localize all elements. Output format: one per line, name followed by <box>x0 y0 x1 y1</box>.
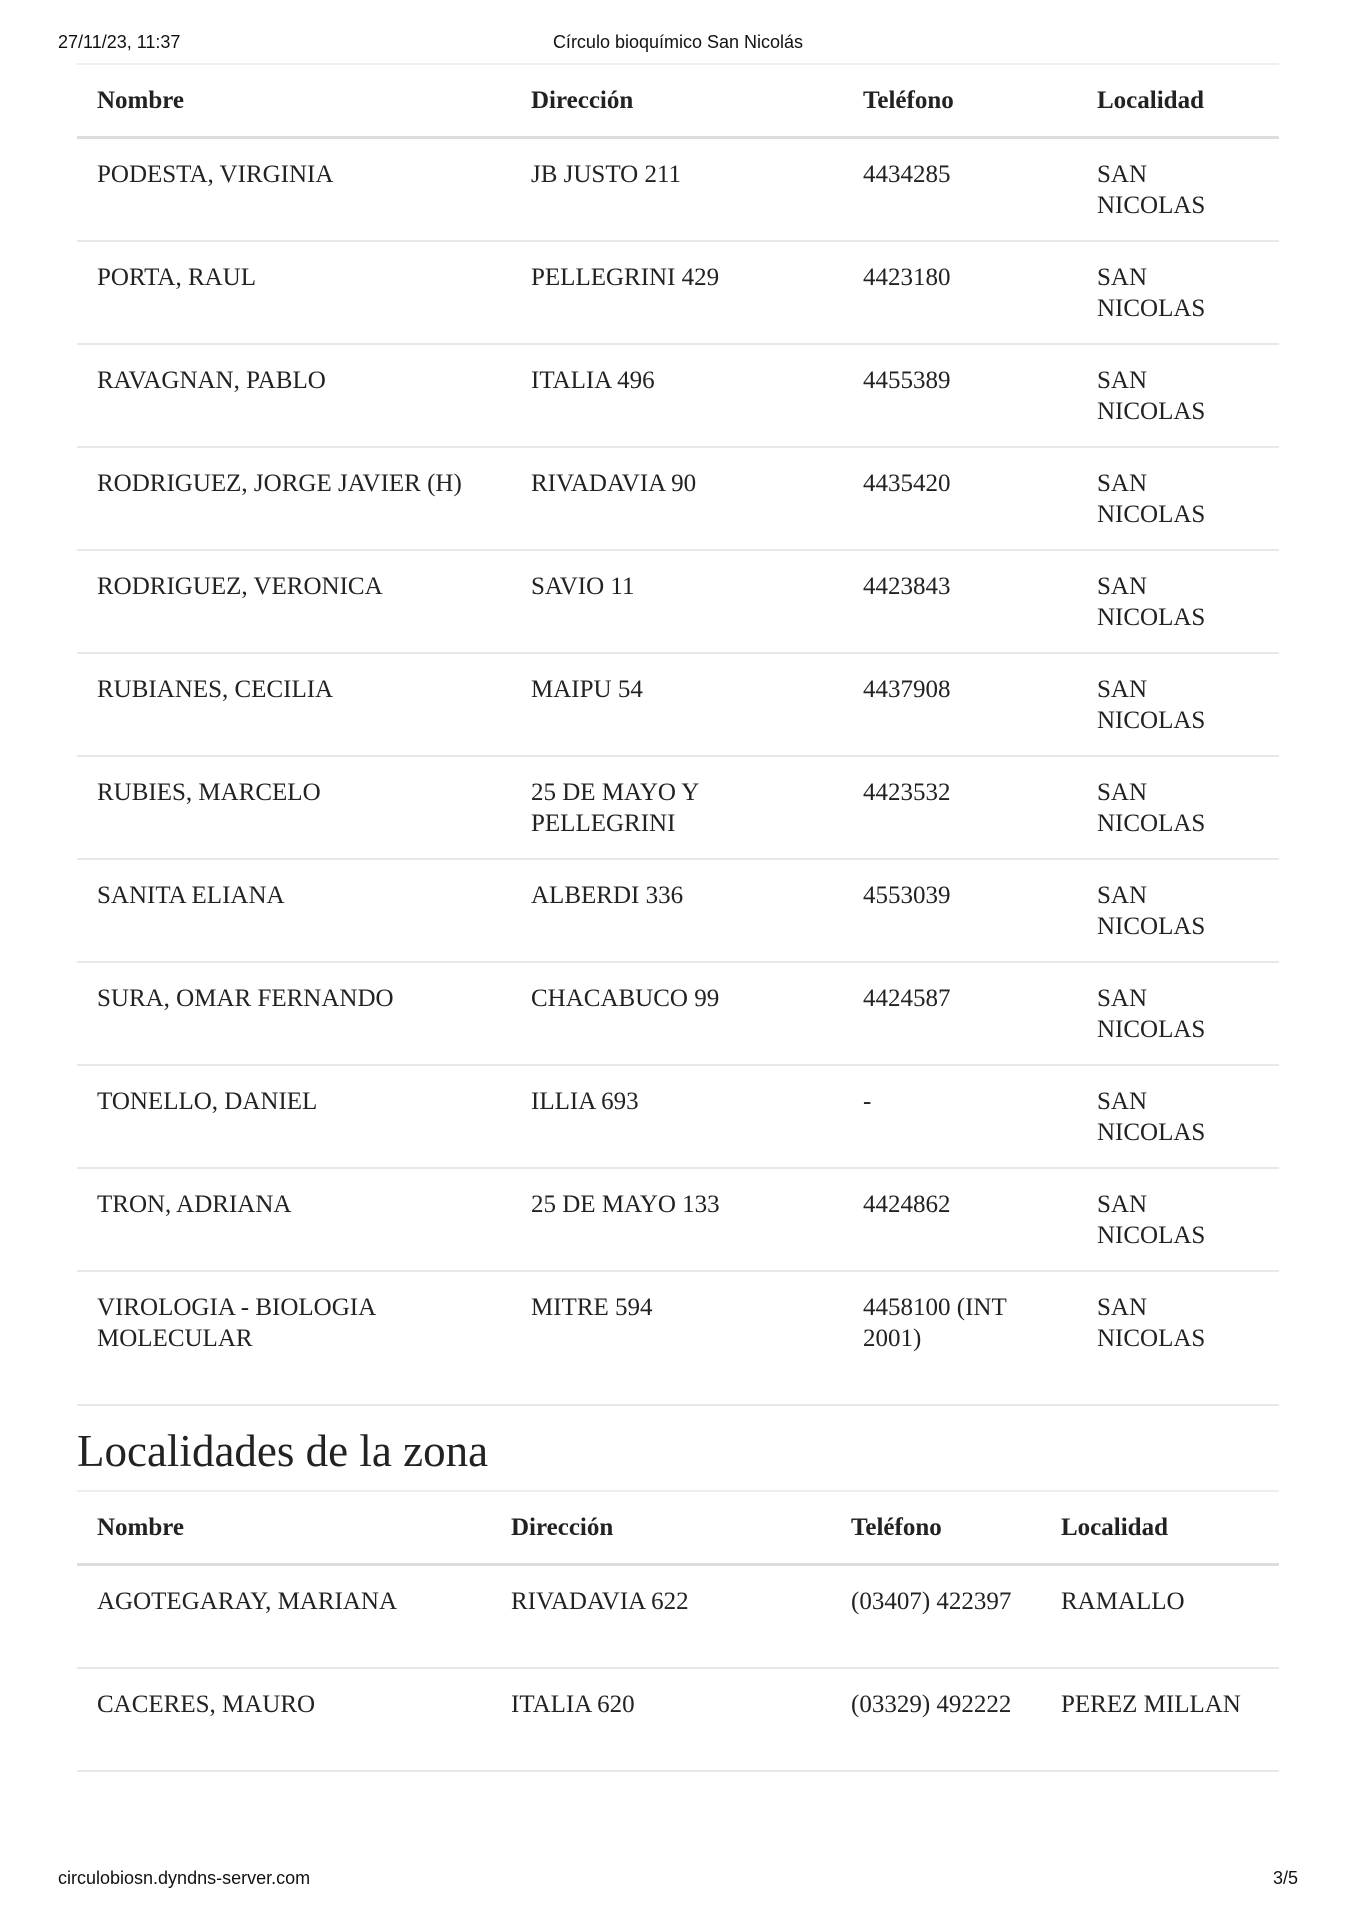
cell-nombre: SANITA ELIANA <box>77 859 511 962</box>
cell-localidad: SAN NICOLAS <box>1077 1065 1279 1168</box>
cell-localidad: SAN NICOLAS <box>1077 859 1279 962</box>
cell-direccion: ITALIA 620 <box>491 1668 831 1771</box>
cell-localidad: SAN NICOLAS <box>1077 1271 1279 1405</box>
cell-nombre: AGOTEGARAY, MARIANA <box>77 1565 491 1669</box>
print-url: circulobiosn.dyndns-server.com <box>58 1868 311 1888</box>
cell-direccion: RIVADAVIA 90 <box>511 447 843 550</box>
print-footer <box>58 1868 1298 1892</box>
cell-localidad: RAMALLO <box>1041 1565 1279 1669</box>
cell-telefono: 4434285 <box>843 138 1077 242</box>
cell-telefono: 4455389 <box>843 344 1077 447</box>
cell-localidad: SAN NICOLAS <box>1077 1168 1279 1271</box>
table-row <box>77 344 1279 447</box>
table-row <box>77 756 1279 859</box>
cell-telefono: 4423532 <box>843 756 1077 859</box>
section-heading-localidades: Localidades de la zona <box>77 1426 1279 1492</box>
table-row <box>77 1168 1279 1271</box>
cell-telefono: 4424587 <box>843 962 1077 1065</box>
cell-direccion: CHACABUCO 99 <box>511 962 843 1065</box>
cell-direccion: JB JUSTO 211 <box>511 138 843 242</box>
table-row <box>77 1565 1279 1669</box>
table-row <box>77 653 1279 756</box>
cell-telefono: 4458100 (INT 2001) <box>843 1271 1077 1405</box>
cell-nombre: VIROLOGIA - BIOLOGIA MOLECULAR <box>77 1271 511 1405</box>
cell-telefono: 4435420 <box>843 447 1077 550</box>
print-page-number: 3/5 <box>1272 1868 1298 1888</box>
table-row <box>77 447 1279 550</box>
cell-localidad: PEREZ MILLAN <box>1041 1668 1279 1771</box>
cell-direccion: SAVIO 11 <box>511 550 843 653</box>
cell-localidad: SAN NICOLAS <box>1077 550 1279 653</box>
zona-table <box>77 1492 1279 1772</box>
cell-nombre: RUBIANES, CECILIA <box>77 653 511 756</box>
cell-nombre: SURA, OMAR FERNANDO <box>77 962 511 1065</box>
print-datetime: 27/11/23, 11:37 <box>58 32 181 52</box>
cell-localidad: SAN NICOLAS <box>1077 756 1279 859</box>
directory-table-body <box>77 138 1279 1406</box>
cell-direccion: MITRE 594 <box>511 1271 843 1405</box>
column-header-telefono: Teléfono <box>831 1492 1041 1565</box>
cell-direccion: PELLEGRINI 429 <box>511 241 843 344</box>
cell-localidad: SAN NICOLAS <box>1077 241 1279 344</box>
cell-nombre: RODRIGUEZ, VERONICA <box>77 550 511 653</box>
cell-direccion: ALBERDI 336 <box>511 859 843 962</box>
table-row <box>77 1668 1279 1771</box>
cell-telefono: 4424862 <box>843 1168 1077 1271</box>
cell-direccion: 25 DE MAYO Y PELLEGRINI <box>511 756 843 859</box>
table-row <box>77 859 1279 962</box>
cell-direccion: ILLIA 693 <box>511 1065 843 1168</box>
cell-nombre: PORTA, RAUL <box>77 241 511 344</box>
cell-nombre: RUBIES, MARCELO <box>77 756 511 859</box>
cell-direccion: ITALIA 496 <box>511 344 843 447</box>
column-header-nombre: Nombre <box>77 64 511 138</box>
cell-nombre: TONELLO, DANIEL <box>77 1065 511 1168</box>
cell-telefono: - <box>843 1065 1077 1168</box>
column-header-localidad: Localidad <box>1041 1492 1279 1565</box>
cell-direccion: 25 DE MAYO 133 <box>511 1168 843 1271</box>
cell-localidad: SAN NICOLAS <box>1077 138 1279 242</box>
print-page-title: Círculo bioquímico San Nicolás <box>552 32 804 52</box>
cell-telefono: 4437908 <box>843 653 1077 756</box>
directory-table <box>77 63 1279 1406</box>
cell-nombre: PODESTA, VIRGINIA <box>77 138 511 242</box>
column-header-localidad: Localidad <box>1077 64 1279 138</box>
cell-localidad: SAN NICOLAS <box>1077 653 1279 756</box>
table-row <box>77 962 1279 1065</box>
cell-telefono: 4423843 <box>843 550 1077 653</box>
directory-table-header <box>77 64 1279 138</box>
cell-telefono: 4553039 <box>843 859 1077 962</box>
cell-direccion: RIVADAVIA 622 <box>491 1565 831 1669</box>
table-row <box>77 550 1279 653</box>
table-row <box>77 1271 1279 1405</box>
cell-localidad: SAN NICOLAS <box>1077 447 1279 550</box>
zona-table-body <box>77 1565 1279 1772</box>
column-header-direccion: Dirección <box>511 64 843 138</box>
cell-telefono: 4423180 <box>843 241 1077 344</box>
column-header-nombre: Nombre <box>77 1492 491 1565</box>
cell-localidad: SAN NICOLAS <box>1077 344 1279 447</box>
cell-localidad: SAN NICOLAS <box>1077 962 1279 1065</box>
table-row <box>77 241 1279 344</box>
column-header-telefono: Teléfono <box>843 64 1077 138</box>
table-row <box>77 138 1279 242</box>
table-header-row <box>77 64 1279 138</box>
column-header-direccion: Dirección <box>491 1492 831 1565</box>
cell-nombre: TRON, ADRIANA <box>77 1168 511 1271</box>
table-header-row <box>77 1492 1279 1565</box>
zona-table-header <box>77 1492 1279 1565</box>
cell-nombre: CACERES, MAURO <box>77 1668 491 1771</box>
cell-nombre: RODRIGUEZ, JORGE JAVIER (H) <box>77 447 511 550</box>
print-header <box>58 32 1298 56</box>
table-row <box>77 1065 1279 1168</box>
page-content <box>77 63 1279 1772</box>
cell-telefono: (03329) 492222 <box>831 1668 1041 1771</box>
cell-nombre: RAVAGNAN, PABLO <box>77 344 511 447</box>
cell-telefono: (03407) 422397 <box>831 1565 1041 1669</box>
cell-direccion: MAIPU 54 <box>511 653 843 756</box>
